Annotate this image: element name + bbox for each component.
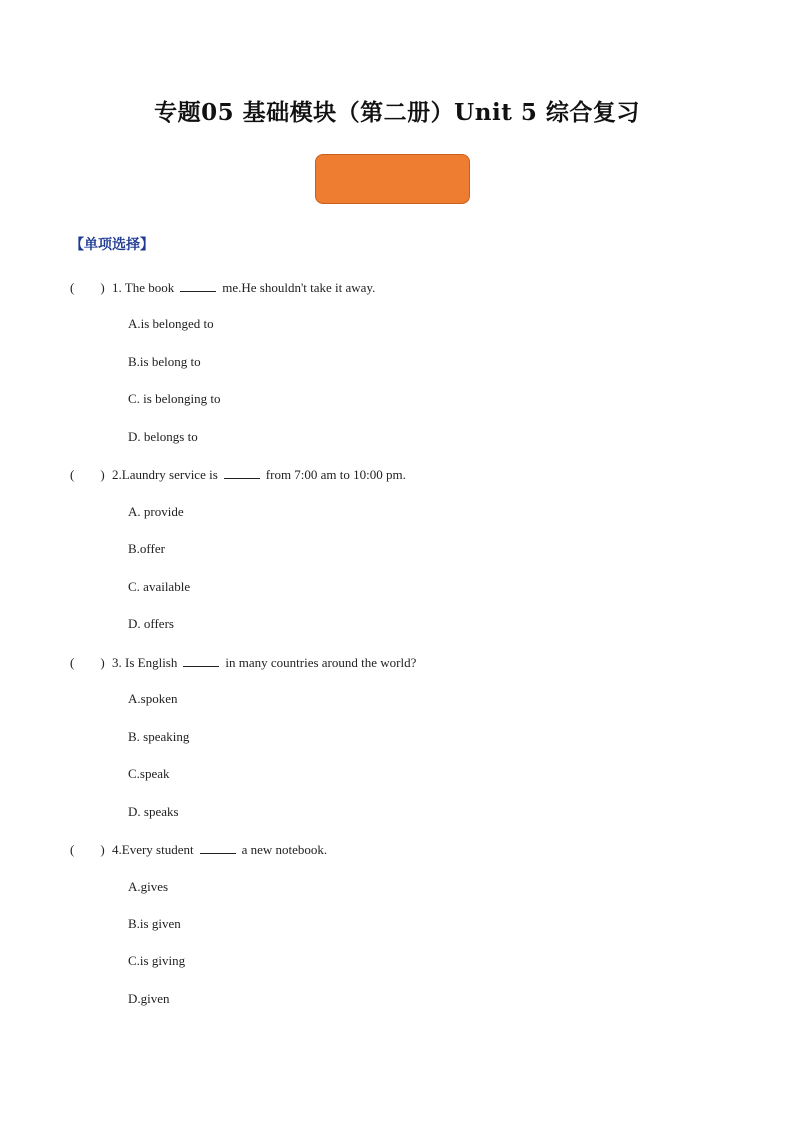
question-stem-before: 1. The book	[112, 280, 175, 295]
option-2c: C. available	[128, 579, 191, 594]
answer-bracket: ( )	[70, 842, 105, 857]
question-stem-after: a new notebook.	[241, 842, 328, 857]
answer-bracket: ( )	[70, 280, 105, 295]
option-1c: C. is belonging to	[128, 391, 221, 406]
option-2d: D. offers	[128, 616, 174, 631]
option-3a: A.spoken	[128, 691, 178, 706]
page-title: 专题05 基础模块（第二册）Unit 5 综合复习	[154, 99, 640, 126]
option-4c: C.is giving	[128, 953, 186, 968]
question-2	[70, 466, 406, 483]
option-4a: A.gives	[128, 879, 169, 894]
option-1d: D. belongs to	[128, 429, 198, 444]
answer-bracket: ( )	[70, 655, 105, 670]
option-3c: C.speak	[128, 766, 170, 781]
question-stem-before: 2.Laundry service is	[112, 467, 218, 482]
question-3	[70, 654, 416, 671]
question-stem-after: in many countries around the world?	[225, 655, 417, 670]
option-1a: A.is belonged to	[128, 316, 214, 331]
answer-blank	[224, 466, 260, 479]
answer-bracket: ( )	[70, 467, 105, 482]
question-stem-before: 3. Is English	[112, 655, 178, 670]
answer-blank	[200, 841, 236, 854]
option-2b: B.offer	[128, 541, 165, 556]
orange-banner	[315, 154, 470, 204]
section-label: 【单项选择】	[70, 237, 154, 253]
option-3d: D. speaks	[128, 804, 179, 819]
answer-blank	[183, 654, 219, 667]
answer-blank	[180, 279, 216, 292]
option-4d: D.given	[128, 991, 170, 1006]
question-1	[70, 279, 375, 296]
question-stem-after: from 7:00 am to 10:00 pm.	[265, 467, 406, 482]
question-stem-after: me.He shouldn't take it away.	[222, 280, 376, 295]
question-4	[70, 841, 327, 858]
option-1b: B.is belong to	[128, 354, 201, 369]
option-4b: B.is given	[128, 916, 181, 931]
option-3b: B. speaking	[128, 729, 190, 744]
question-stem-before: 4.Every student	[112, 842, 194, 857]
option-2a: A. provide	[128, 504, 184, 519]
